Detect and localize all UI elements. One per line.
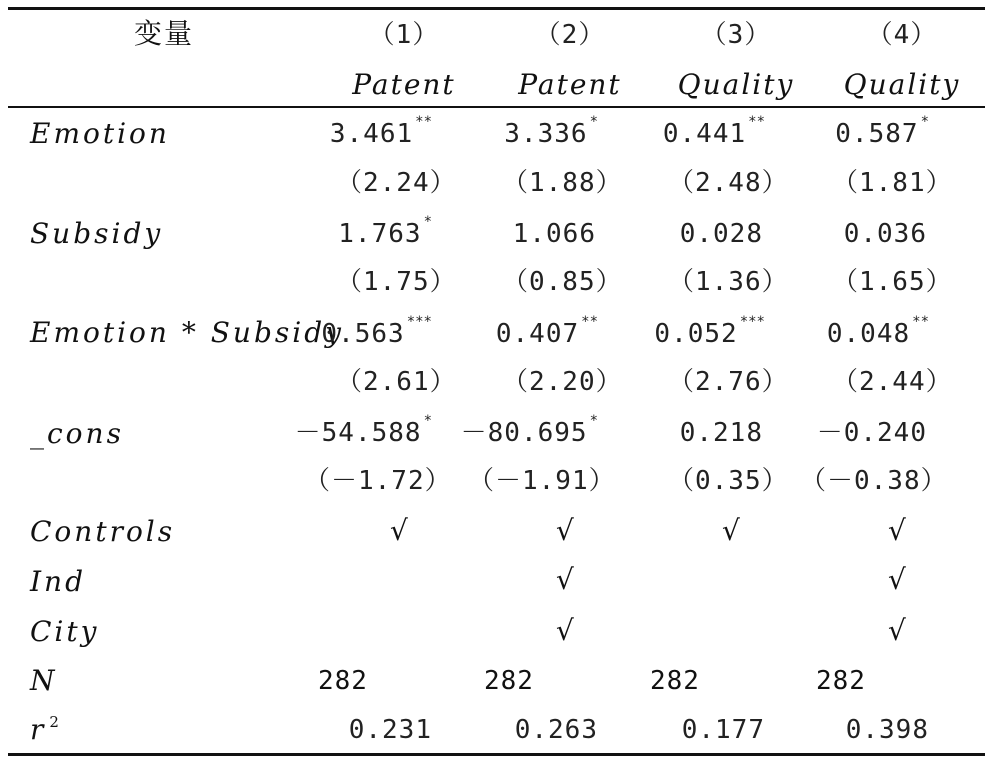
tstat-cell: （1.36） [668,267,789,297]
row-label-city: City [30,615,100,648]
dep-var-3: Quality [677,68,795,101]
n-cell: 282 [650,666,700,696]
n-cell: 282 [816,666,866,696]
tstat-cell: （1.65） [832,267,953,297]
row-label-interaction: Emotion * Subsidy [30,316,344,349]
coef-cell: 0.587 * [835,114,929,149]
tstat-cell: （－1.72） [304,466,452,496]
check-mark: √ [390,514,408,547]
check-mark: √ [556,563,574,596]
coef-cell: 1.763 * [338,214,432,249]
tstat-cell: （－0.38） [800,466,948,496]
tstat-cell: （0.85） [502,267,623,297]
row-label-r2: r $^2$ [30,713,62,746]
tstat-cell: （0.35） [668,466,789,496]
variable-header: 变量 [133,17,195,50]
row-label-controls: Controls [30,515,176,548]
tstat-cell: （2.20） [502,367,623,397]
check-mark: √ [556,614,574,647]
coef-cell: 0.563 *** [321,314,432,349]
tstat-cell: （1.88） [502,168,623,198]
col-number-3: （3） [700,20,772,50]
col-number-4: （4） [866,20,938,50]
dep-var-1: Patent [352,68,456,101]
coef-cell: 0.036 [843,219,927,249]
tstat-cell: （2.76） [668,367,789,397]
tstat-cell: （2.44） [832,367,953,397]
coef-cell: －80.695 * [460,413,598,448]
r2-cell: 0.398 [845,715,929,745]
tstat-cell: （1.75） [336,267,457,297]
table-top-rule [8,7,985,10]
check-mark: √ [722,514,740,547]
r2-cell: 0.177 [681,715,765,745]
check-mark: √ [556,514,574,547]
coef-cell: 1.066 [512,219,596,249]
coef-cell: 0.052 *** [654,314,765,349]
coef-cell: 3.461 ** [329,114,432,149]
row-label-n: N [30,664,58,697]
coef-cell: 0.048 ** [826,314,929,349]
dep-var-2: Patent [518,68,622,101]
coef-cell: －54.588 * [294,413,432,448]
col-number-2: （2） [534,20,606,50]
tstat-cell: （2.61） [336,367,457,397]
coef-cell: 0.407 ** [495,314,598,349]
coef-cell: 0.218 [679,418,763,448]
coef-cell: 0.028 [679,219,763,249]
row-label-emotion: Emotion [30,117,170,150]
check-mark: √ [888,563,906,596]
dep-var-4: Quality [843,68,961,101]
check-mark: √ [888,514,906,547]
r2-cell: 0.231 [348,715,432,745]
n-cell: 282 [484,666,534,696]
coef-cell: 0.441 ** [662,114,765,149]
coef-cell: －0.240 [816,418,927,448]
table-bottom-rule [8,753,985,756]
tstat-cell: （2.48） [668,168,789,198]
r2-cell: 0.263 [514,715,598,745]
tstat-cell: （2.24） [336,168,457,198]
col-number-1: （1） [368,20,440,50]
check-mark: √ [888,614,906,647]
coef-cell: 3.336 * [504,114,598,149]
row-label-cons: _cons [30,417,124,450]
n-cell: 282 [318,666,368,696]
tstat-cell: （1.81） [832,168,953,198]
tstat-cell: （－1.91） [468,466,616,496]
row-label-subsidy: Subsidy [30,217,164,250]
row-label-ind: Ind [30,565,87,598]
table-header-rule [8,106,985,108]
